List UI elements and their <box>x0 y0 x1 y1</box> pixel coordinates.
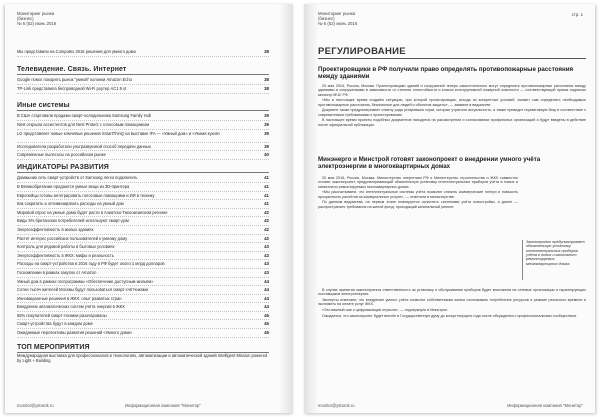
toc-item-page: 45 <box>264 321 269 327</box>
article-paragraph: В случае принятия законопроекта ответственность за установку и обслуживание приборов будет возложена на сетевые организации и гарантирующих поставщиков электроэнергии. <box>318 288 586 297</box>
toc-item-title: 65% покупателей смарт-техники разочарованы <box>17 312 107 318</box>
toc-item-page: 44 <box>264 278 269 284</box>
toc-item-title: TP-Link представила беспроводной Wi-Fi роутер AC1.9 xt <box>17 85 127 91</box>
toc-item-page: 44 <box>264 295 269 301</box>
article-body <box>318 176 518 210</box>
toc-item-page: 39 <box>264 130 269 136</box>
toc-item-page: 39 <box>264 113 269 119</box>
toc-item-title: Инновационные решения в ЖКХ: опыт развитых стран <box>17 295 122 301</box>
toc-item[interactable] <box>17 278 269 287</box>
toc-item-page: 43 <box>264 261 269 267</box>
toc-item-title: Расходы на смарт-устройства в 2016 году в РФ будет около 1 млрд долларов <box>17 261 165 267</box>
toc-item-title: Внедрение автоматических систем учёта энергии в ЖКХ <box>17 304 125 310</box>
toc-item-title: Современные пылесосы на российском рынке <box>17 152 106 158</box>
article-paragraph: «Это важный шаг к цифровизации отрасли», — подчеркнули в Минстрое. <box>322 307 449 312</box>
toc-item[interactable] <box>17 121 269 130</box>
toc-item-title: Госкомпании в рамках закупок от Amazon <box>17 269 97 275</box>
toc-item[interactable] <box>17 209 269 218</box>
section-title: Иные системы <box>17 102 269 111</box>
toc-item-title: Nest открыла ассистентов для Nest Protect с голосовым помощником <box>17 121 150 127</box>
toc-item-page: 40 <box>264 152 269 158</box>
toc-item-title: Ожидаемые перспективы развития решений «Умного дома» <box>17 330 133 336</box>
pull-quote: Законопроект предусматривает обязательную установку интеллектуальных приборов учёта в новых и капитально ремонтируемых многоквартирных домах. <box>522 240 586 280</box>
toc-item-page: 43 <box>264 269 269 275</box>
right-page-header <box>318 11 357 26</box>
toc-item-page: 42 <box>264 218 269 224</box>
toc-item-title: Европейцы готовы интегрировать голосовые помощники и ИИ в технику <box>17 192 155 198</box>
toc-item-title: Исследователи разработали ультразвуковой способ передачи данных <box>17 143 151 149</box>
section-development-indicators <box>17 164 269 338</box>
section-title: Телевидение. Связь. Интернет <box>17 66 269 75</box>
toc-item[interactable] <box>17 235 269 244</box>
toc-item[interactable] <box>17 183 269 192</box>
header-line: (бизнес) <box>318 16 335 21</box>
header-line: (бизнес) <box>17 16 34 21</box>
toc-item-title: Сотни тысяч жителей Москвы будут пользоваться смарт-счётчиками <box>17 287 148 293</box>
article-paragraph: В настоящее время проекты подобных документов находятся на рассмотрении и согласовании профильных организаций и будут введены в действие после официальной публикации. <box>318 118 586 127</box>
toc-item-page: 42 <box>264 226 269 232</box>
toc-item-title: Мировой спрос на умные дома будет расти в Азиатско-Тихоокеанском регионе <box>17 209 168 215</box>
toc-item-page: 41 <box>264 175 269 181</box>
section-other-systems <box>17 102 269 160</box>
toc-item[interactable] <box>17 286 269 295</box>
article-paragraph: «Мы рассчитываем, что интеллектуальные системы учёта позволят снизить коммерческие потери и повысить прозрачность расчётов за коммунальные услуги», — отметили в министерстве. <box>318 190 518 199</box>
toc-item-title: Умный дом в рамках госпрограммы «Обеспечение доступным жильём» <box>17 278 154 284</box>
toc-item-page: 39 <box>264 121 269 127</box>
right-page-gutter-shadow <box>304 4 318 413</box>
toc-item[interactable] <box>17 269 269 278</box>
toc-item-page: 39 <box>264 143 269 149</box>
toc-item-title: LG представляет новые ключевые решения SmartThinQ на выставке IFA — «Умный дом» и «Умная кухня» <box>17 130 221 136</box>
toc-item-page: 41 <box>264 192 269 198</box>
toc-item[interactable] <box>17 200 269 209</box>
toc-item-title: Контроль для рядовой работы в бытовых условиях <box>17 244 115 250</box>
left-page <box>5 4 293 413</box>
toc-item-page: 43 <box>264 244 269 250</box>
toc-item[interactable] <box>17 143 269 152</box>
toc-item-page: 42 <box>264 235 269 241</box>
left-footer-email[interactable]: monitor@ystorok.ru <box>17 403 54 408</box>
toc-item[interactable] <box>17 252 269 261</box>
toc-item-page: 45 <box>264 312 269 318</box>
toc-item-page: 38 <box>264 85 269 91</box>
toc-item[interactable] <box>17 312 269 321</box>
toc-item[interactable] <box>17 320 269 329</box>
toc-item-page: 45 <box>264 330 269 336</box>
toc-item[interactable] <box>17 243 269 252</box>
toc-item-title: Google помог покорить рынок "умной" колонки Amazon Echo <box>17 77 132 83</box>
page-number: стр. 1 <box>571 12 583 17</box>
toc-item[interactable] <box>17 85 269 94</box>
article-title[interactable]: Минэнерго и Минстрой готовят законопроект о внедрении умного учёта электроэнергии в многоквартирных домах <box>318 156 541 171</box>
toc-item[interactable] <box>17 76 269 85</box>
article-paragraph: «Мы в настоящее время создаём ситуацию, при которой проектировщик, исходя из конкретных условий, сможет сам определить необходимые противопожарные расстояния, безопасные для людей и объектов защиты», — заявили в ведомстве. <box>318 98 586 107</box>
toc-item-page: 41 <box>264 201 269 207</box>
toc-item-page: 41 <box>264 183 269 189</box>
toc-item[interactable] <box>17 329 269 338</box>
toc-item-title: Энергоэффективность в ЖКХ: мифы и реальность <box>17 252 114 258</box>
article-body <box>318 84 586 128</box>
toc-item-title: Энергоэффективность в жилых зданиях <box>17 226 94 232</box>
toc-item-title: Виды 5% британских потребителей используют смарт-дом <box>17 218 129 224</box>
section-title: ТОП МЕРОПРИЯТИЯ <box>17 344 269 353</box>
right-page <box>304 4 595 413</box>
toc-item-page: 38 <box>264 77 269 83</box>
article-paragraph: Документ также предусматривает отмену ряда устаревших норм, которые утратили актуальность, а также приводит нормативную базу в соответствие с современными требованиями к проектированию. <box>318 108 586 117</box>
section-tv-communication <box>17 66 269 94</box>
article-title[interactable]: Проектировщики в РФ получили право определять противопожарные расстояния между зданиями <box>318 66 574 81</box>
header-issue: № 6 (52) июнь 2016 <box>17 21 57 26</box>
lead-item-block <box>17 48 269 57</box>
article-paragraph: Ожидается, что законопроект будет внесён в Государственную думу до конца текущего года после обсуждения с профессиональным сообществом. <box>322 313 577 318</box>
header-line: Мониторинг рынка <box>318 11 356 16</box>
toc-item-title: В США стартовали продажи смарт-холодильника Samsung Family Hub <box>17 113 152 119</box>
article-paragraph: По данным ведомства, на первом этапе планируется оснастить системами учёта новостройки, а далее — распространить требования на жилой фонд, проходящий капитальный ремонт. <box>318 200 518 209</box>
rubric-title: РЕГУЛИРОВАНИЕ <box>318 46 586 59</box>
event-note[interactable]: Международная выставка для профессионалов в технологиях, автоматизации и автоматической зданий Intelligent Mission powered by Light + Building <box>17 353 268 364</box>
toc-item[interactable] <box>17 151 269 160</box>
toc-item[interactable] <box>17 112 269 121</box>
toc-item[interactable] <box>17 260 269 269</box>
toc-item-page: 43 <box>264 252 269 258</box>
toc-item-page: 44 <box>264 287 269 293</box>
toc-item[interactable] <box>17 217 269 226</box>
header-issue: № 6 (52) июнь 2016 <box>318 21 358 26</box>
article-body-continued <box>318 288 586 319</box>
toc-item[interactable] <box>17 303 269 312</box>
toc-item[interactable] <box>17 174 269 183</box>
right-footer-publisher: Информационная компания "Монитор" <box>507 403 583 408</box>
toc-item-title: Домашних сеть смарт-устройств от Samsung легко подключить <box>17 175 138 181</box>
toc-item-page: 42 <box>264 209 269 215</box>
toc-item[interactable] <box>17 295 269 304</box>
toc-item[interactable] <box>17 226 269 235</box>
toc-item-page: 38 <box>264 49 269 54</box>
toc-item-title: Мы представили на Computex 2016 решения для умного дома <box>17 49 136 54</box>
section-top-events <box>17 344 269 364</box>
article-paragraph: Эксперты отмечают, что внедрение умного учёта позволит собственникам жилья отслеживать потребление ресурсов в режиме реального времени и экономить на оплате услуг ЖКХ. <box>318 297 586 307</box>
toc-item-title: Смарт-устройства будут в каждом доме <box>17 321 93 327</box>
header-line: Мониторинг рынка <box>17 11 55 16</box>
article-paragraph: 20 мая 2016, Россия, Москва. Проектировщики зданий и сооружений теперь самостоятельно могут определять противопожарные расстояния между зданиями и сооружениями в зависимости от степени огнестойкости и класса конструктивной пожарной опасности — соответствующий приказ подписал министр МЧС РФ. <box>318 84 586 97</box>
toc-item-title: В Великобритании продаются умные вещи из 3D-принтера <box>17 183 130 189</box>
left-footer-publisher: Информационная компания "Монитор" <box>125 403 201 408</box>
left-page-gutter-shadow <box>279 4 293 413</box>
toc-item[interactable] <box>17 192 269 201</box>
toc-item-page: 44 <box>264 304 269 310</box>
left-page-header <box>17 11 56 26</box>
article-paragraph: 20 мая 2016, Россия, Москва. Министерство энергетики РФ и Министерство строительства и ЖКХ совместно готовят законопроект, предусматривающий обязательную установку интеллектуальных приборов учёта в новых и капитально ремонтируемых многоквартирных домах. <box>318 176 518 189</box>
toc-item-title: Как сократить и оптимизировать расходы на умный дом <box>17 201 124 207</box>
section-title: ИНДИКАТОРЫ РАЗВИТИЯ <box>17 164 269 173</box>
right-footer-email[interactable]: monitor@ystorok.ru <box>318 403 355 408</box>
toc-item-title: Растет интерес российских пользователей к умному дому <box>17 235 128 241</box>
toc-item[interactable] <box>17 130 269 143</box>
toc-item[interactable] <box>17 48 269 57</box>
